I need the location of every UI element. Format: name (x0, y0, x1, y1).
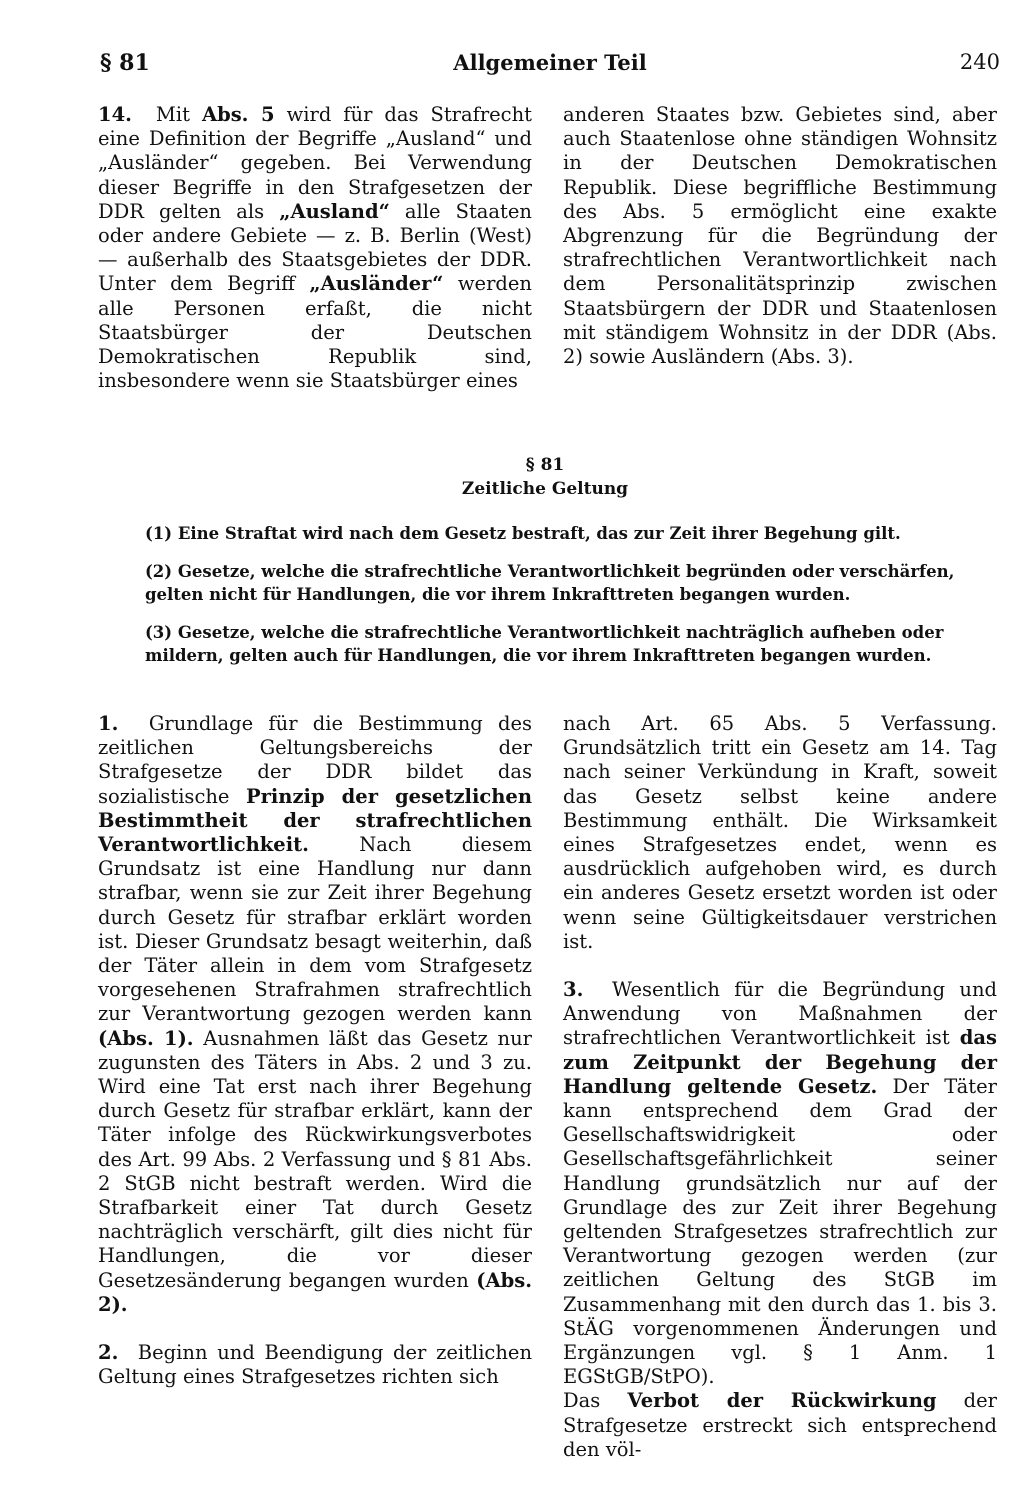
commentary-note-2-continued: nach Art. 65 Abs. 5 Verfassung. Grundsätzlich tritt ein Gesetz am 14. Tag nach seiner Verkündung in Kraft, soweit das Gesetz selbst keine andere Bestimmung enthält. Die Wirksamkeit eines Strafgesetzes endet, wenn es ausdrücklich aufgehoben wird, es durch ein anderes Gesetz ersetzt worden ist oder wenn seine Gültigkeitsdauer verstrichen ist. (563, 712, 997, 953)
statute-section (130, 453, 960, 667)
note-text: Ausnahmen läßt das Gesetz nur zugunsten des Täters in Abs. 2 und 3 zu. Wird eine Tat erst nach ihrer Begehung durch Gesetz für strafbar erklärt, kann der Täter infolge des Rückwirkungsverbotes des Art. 99 Abs. 2 Verfassung und § 81 Abs. 2 StGB nicht bestraft werden. Wird die Strafbarkeit einer Tat durch Gesetz nachträglich verschärft, gilt dies nicht für Handlungen, die vor dieser Gesetzesänderung begangen wurden (98, 1026, 532, 1292)
note-text: Mit (155, 103, 202, 126)
commentary-note-1 (98, 712, 532, 1317)
note-text: wird für das Strafrecht eine Definition der Begriffe „Ausland“ und „Ausländer“ gegeben. Bei Verwendung dieser Begriffe in den Strafgesetzen der DDR gelten als (98, 103, 533, 223)
commentary-note-3-paragraph-2 (563, 1389, 997, 1462)
note-text: alle Staaten oder andere Gebiete — z. B. Berlin (West) — außerhalb des Staatsgebietes der DDR. Unter dem Begriff (98, 199, 532, 296)
commentary-right-column (563, 712, 997, 1462)
note-text: der Strafgesetze erstreckt sich entsprechend den völ- (563, 1389, 997, 1461)
note-text: Das (563, 1389, 628, 1413)
note-emphasis: Abs. 5 (201, 103, 275, 126)
commentary-left-column (98, 712, 532, 1389)
note-text: Grundlage für die Bestimmung des zeitlichen Geltungsbereichs der Strafgesetze der DDR bildet das sozialistische (98, 712, 532, 808)
page-number: 240 (959, 50, 1000, 74)
note-emphasis: „Ausländer“ (309, 272, 444, 296)
note-text: werden alle Personen erfaßt, die nicht Staatsbürger der Deutschen Demokratischen Republik sind, insbesondere wenn sie Staatsbürger eines (98, 272, 532, 393)
statute-paragraph-3: (3) Gesetze, welche die strafrechtliche Verantwortlichkeit nachträglich aufheben oder mildern, gelten auch für Handlungen, die vor ihrem Inkrafttreten begangen wurden. (145, 623, 944, 665)
statute-paragraph-1: (1) Eine Straftat wird nach dem Gesetz bestraft, das zur Zeit ihrer Begehung gilt. (145, 524, 901, 543)
note-number: 2. (98, 1341, 119, 1365)
running-header (100, 50, 1000, 84)
top-right-column (563, 103, 997, 369)
commentary-note-3 (563, 978, 997, 1389)
note-emphasis: Prinzip der gesetzlichen Bestimmtheit der strafrechtlichen Verantwortlichkeit. (98, 784, 532, 857)
header-section-ref: § 81 (100, 50, 150, 76)
note-text: Der Täter kann entsprechend dem Grad der Gesellschaftswidrigkeit oder Gesellschaftsgefährlichkeit seiner Handlung grundsätzlich nur auf der Grundlage des zur Zeit ihrer Begehung geltenden Strafgesetzes strafrechtlich zur Verantwortung gezogen werden (zur zeitlichen Geltung des StGB im Zusammenhang mit den durch das 1. bis 3. StÄG vorgenommenen Änderungen und Ergänzungen vgl. § 1 Anm. 1 EGStGB/StPO). (563, 1074, 997, 1389)
note-emphasis: Verbot der Rückwirkung (627, 1389, 937, 1413)
note-emphasis: „Ausland“ (279, 199, 390, 223)
note-emphasis: das zum Zeitpunkt der Begehung der Handlung geltende Gesetz. (563, 1026, 997, 1098)
note-number: 3. (563, 978, 584, 1002)
note-number: 14. (98, 103, 132, 126)
top-left-column (98, 103, 532, 393)
commentary-note-14 (98, 103, 532, 393)
note-emphasis: (Abs. 1). (98, 1026, 194, 1050)
section-title: Zeitliche Geltung (461, 479, 629, 499)
header-title: Allgemeiner Teil (453, 50, 647, 75)
note-text: Nach diesem Grundsatz ist eine Handlung nur dann strafbar, wenn sie zur Zeit ihrer Begehung durch Gesetz für strafbar erklärt worden ist. Dieser Grundsatz besagt weiterhin, daß der Täter allein in dem vom Strafgesetz vorgesehenen Strafrahmen strafrechtlich zur Verantwortung gezogen werden kann (98, 833, 532, 1026)
section-number: § 81 (525, 455, 565, 475)
note-text: Beginn und Beendigung der zeitlichen Geltung eines Strafgesetzes richten sich (98, 1341, 533, 1389)
note-emphasis: (Abs. 2). (98, 1268, 532, 1316)
commentary-note-2 (98, 1341, 532, 1389)
note-text: Wesentlich für die Begründung und Anwendung von Maßnahmen der strafrechtlichen Verantwortlichkeit ist (563, 978, 997, 1050)
note-number: 1. (98, 712, 119, 735)
commentary-note-14-continued: anderen Staates bzw. Gebietes sind, aber auch Staatenlose ohne ständigen Wohnsitz in der Deutschen Demokratischen Republik. Diese begriffliche Bestimmung des Abs. 5 ermöglicht eine exakte Abgrenzung für die Begründung der strafrechtlichen Verantwortlichkeit nach dem Personalitätsprinzip zwischen Staatsbürgern der DDR und Staatenlosen mit ständigem Wohnsitz in der DDR (Abs. 2) sowie Ausländern (Abs. 3). (563, 103, 997, 369)
statute-paragraph-2: (2) Gesetze, welche die strafrechtliche Verantwortlichkeit begründen oder verschärfen, gelten nicht für Handlungen, die vor ihrem Inkrafttreten begangen wurden. (145, 562, 955, 604)
